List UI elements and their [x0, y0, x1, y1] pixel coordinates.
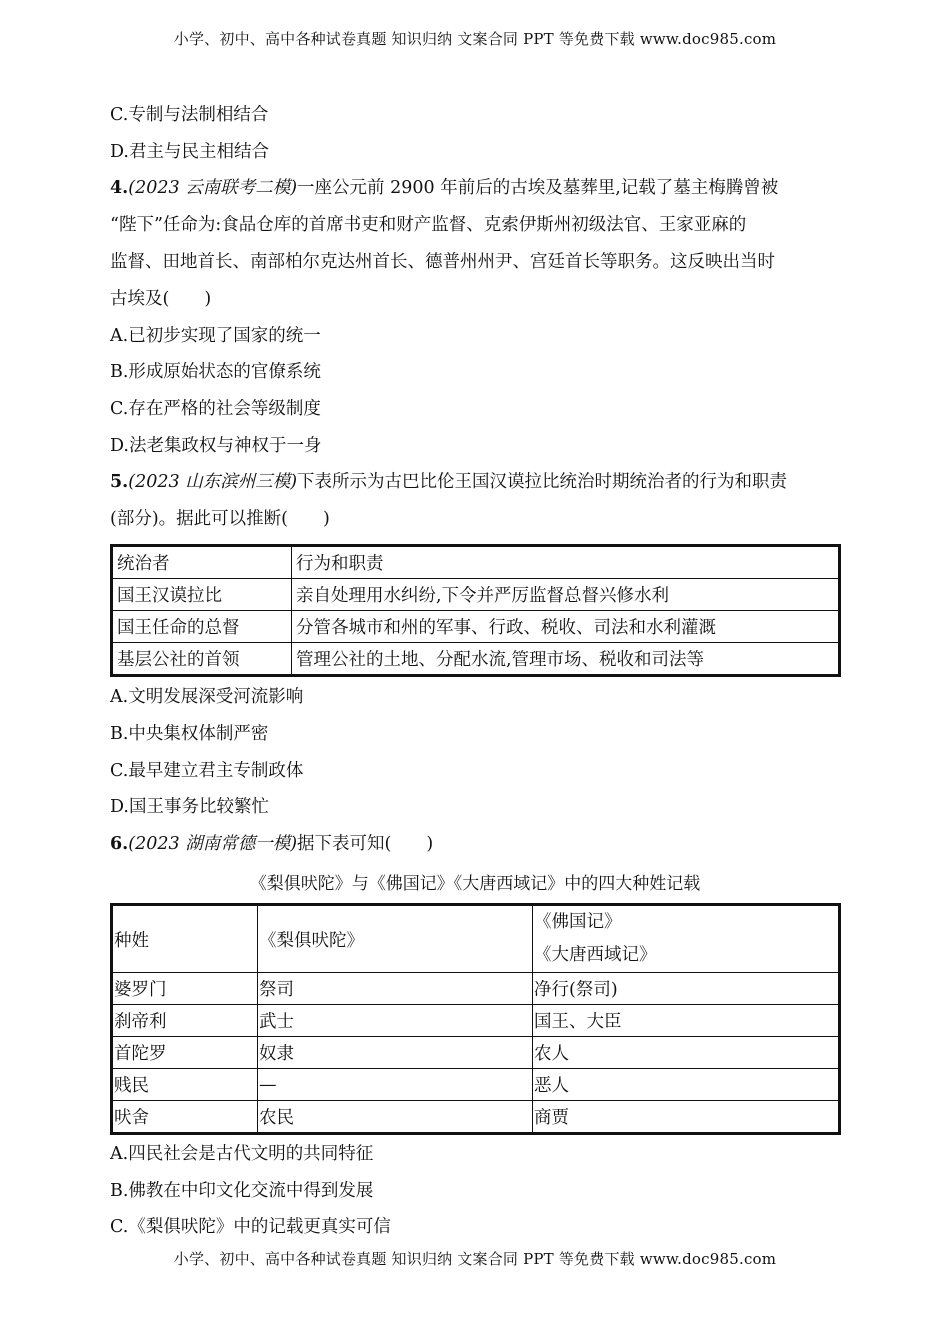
- q6-stem: [110, 832, 433, 856]
- table-row: [112, 1069, 840, 1101]
- table-header-cell: [533, 905, 840, 973]
- q5-table: [110, 544, 841, 677]
- q6-source: (2023 湖南常德一模): [128, 834, 298, 854]
- table-cell: 国王、大臣: [533, 1005, 840, 1037]
- table-cell: 净行(祭司): [533, 973, 840, 1005]
- q3-option-c: C.专制与法制相结合: [110, 105, 269, 125]
- q5-option-b: B.中央集权体制严密: [110, 724, 269, 744]
- table-cell: 奴隶: [258, 1037, 533, 1069]
- q4-line-3: 监督、田地首长、南部柏尔克达州首长、德普州州尹、宫廷首长等职务。这反映出当时: [110, 252, 775, 272]
- table-cell: 首陀罗: [112, 1037, 258, 1069]
- table-cell: 基层公社的首领: [112, 643, 292, 676]
- q4-option-c: C.存在严格的社会等级制度: [110, 399, 321, 419]
- q4-option-b: B.形成原始状态的官僚系统: [110, 362, 321, 382]
- table-cell: 管理公社的土地、分配水流,管理市场、税收和司法等: [292, 643, 840, 676]
- q5-source: (2023 山东滨州三模): [128, 472, 298, 492]
- table-header-cell: 行为和职责: [292, 546, 840, 579]
- table-cell: 农民: [258, 1101, 533, 1134]
- q5-option-c: C.最早建立君主专制政体: [110, 761, 304, 781]
- table-header-row: [112, 546, 840, 579]
- q3-option-d: D.君主与民主相结合: [110, 142, 269, 162]
- q6-stem-text: 据下表可知( ): [297, 834, 434, 854]
- q4-line-4: 古埃及( ): [110, 289, 212, 309]
- table-cell: 恶人: [533, 1069, 840, 1101]
- table-cell: 农人: [533, 1037, 840, 1069]
- page-header: 小学、初中、高中各种试卷真题 知识归纳 文案合同 PPT 等免费下载 www.doc985.com: [173, 30, 777, 48]
- q4-line-1: 一座公元前 2900 年前后的古埃及墓葬里,记载了墓主梅腾曾被: [297, 178, 779, 198]
- table-cell: 吠舍: [112, 1101, 258, 1134]
- q4-option-a: A.已初步实现了国家的统一: [110, 326, 321, 346]
- q6-table: [110, 903, 841, 1135]
- q5-option-d: D.国王事务比较繁忙: [110, 797, 269, 817]
- q6-table-caption: 《梨俱吠陀》与《佛国记》《大唐西域记》中的四大种姓记载: [249, 874, 701, 894]
- q4-source: (2023 云南联考二模): [128, 178, 298, 198]
- table-row: [112, 973, 840, 1005]
- header-line-foguoji: 《佛国记》: [534, 912, 622, 932]
- q4-option-d: D.法老集政权与神权于一身: [110, 436, 322, 456]
- table-row: [112, 643, 840, 676]
- table-header-cell: 种姓: [112, 905, 258, 973]
- table-cell: 亲自处理用水纠纷,下令并严厉监督总督兴修水利: [292, 579, 840, 611]
- table-cell: 国王任命的总督: [112, 611, 292, 643]
- table-cell: 祭司: [258, 973, 533, 1005]
- table-row: [112, 1101, 840, 1134]
- q4-stem: [110, 170, 842, 318]
- table-row: [112, 611, 840, 643]
- q5-stem: [110, 464, 842, 538]
- table-cell: 武士: [258, 1005, 533, 1037]
- q6-option-b: B.佛教在中印文化交流中得到发展: [110, 1181, 374, 1201]
- table-header-row: [112, 905, 840, 973]
- table-cell: 国王汉谟拉比: [112, 579, 292, 611]
- q5-line-2: (部分)。据此可以推断( ): [110, 509, 330, 529]
- table-cell: —: [258, 1069, 533, 1101]
- q6-number: 6.: [110, 834, 129, 854]
- header-line-datangxiyuji: 《大唐西域记》: [534, 945, 657, 965]
- page-footer: 小学、初中、高中各种试卷真题 知识归纳 文案合同 PPT 等免费下载 www.doc985.com: [173, 1250, 777, 1268]
- table-header-cell: 《梨俱吠陀》: [258, 905, 533, 973]
- table-cell: 分管各城市和州的军事、行政、税收、司法和水利灌溉: [292, 611, 840, 643]
- q5-number: 5.: [110, 472, 129, 492]
- table-header-cell: 统治者: [112, 546, 292, 579]
- q4-number: 4.: [110, 178, 129, 198]
- table-cell: 商贾: [533, 1101, 840, 1134]
- table-row: [112, 1005, 840, 1037]
- q5-option-a: A.文明发展深受河流影响: [110, 687, 304, 707]
- q6-option-a: A.四民社会是古代文明的共同特征: [110, 1144, 374, 1164]
- q4-line-2: “陛下”任命为:食品仓库的首席书吏和财产监督、克索伊斯州初级法官、王家亚麻的: [110, 215, 747, 235]
- table-row: [112, 1037, 840, 1069]
- q5-line-1: 下表所示为古巴比伦王国汉谟拉比统治时期统治者的行为和职责: [297, 472, 788, 492]
- table-cell: 刹帝利: [112, 1005, 258, 1037]
- q6-option-c: C.《梨俱吠陀》中的记载更真实可信: [110, 1217, 391, 1237]
- table-cell: 贱民: [112, 1069, 258, 1101]
- table-row: [112, 579, 840, 611]
- table-cell: 婆罗门: [112, 973, 258, 1005]
